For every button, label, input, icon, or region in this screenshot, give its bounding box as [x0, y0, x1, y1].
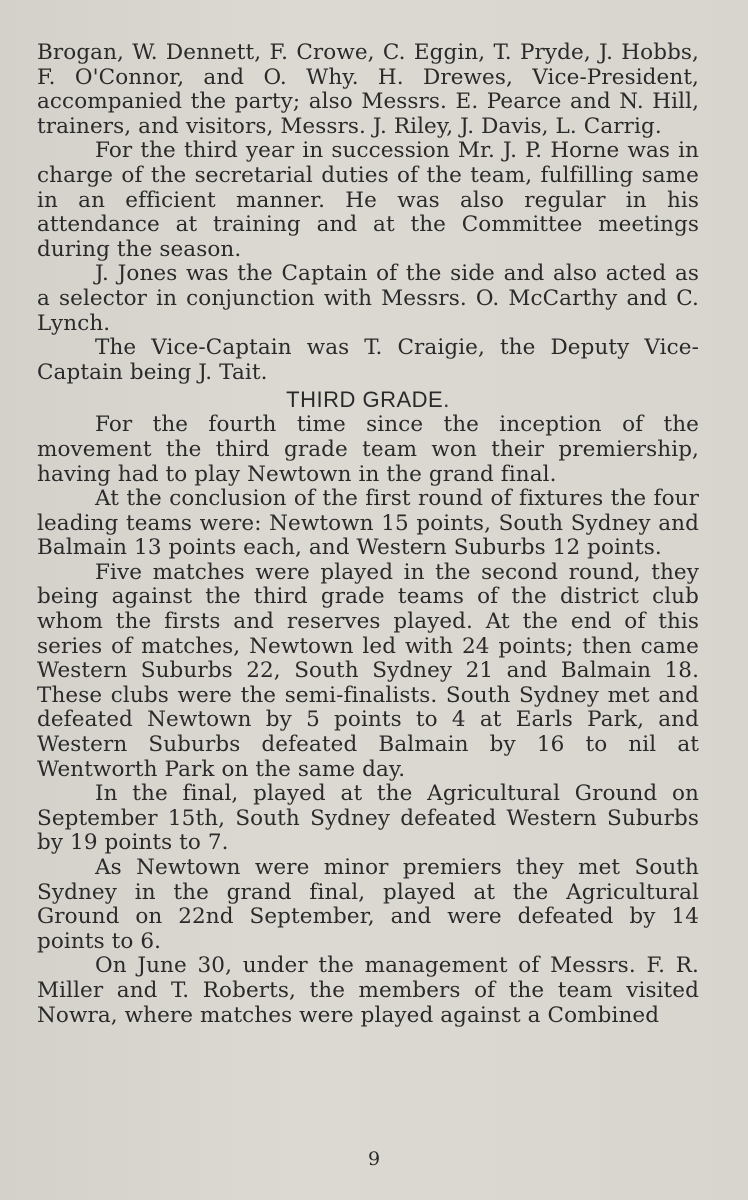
grand-final-paragraph: As Newtown were minor premiers they met South Sydney in the grand final, played at the Agricultural Ground on 22nd September, and were defeated by 14 points to 6.	[37, 855, 699, 954]
continuation-paragraph: Brogan, W. Dennett, F. Crowe, C. Eggin, T. Pryde, J. Hobbs, F. O'Connor, and O. Why. H. Drewes, Vice-President, accompanied the party; also Messrs. E. Pearce and N. Hill, trainers, and visitors, Messrs. J. Riley, J. Davis, L. Carrig.	[37, 40, 699, 139]
first-round-paragraph: At the conclusion of the first round of fixtures the four leading teams were: Newtown 15 points, South Sydney and Balmain 13 points each, and Western Suburbs 12 points.	[37, 486, 699, 561]
section-heading: THIRD GRADE.	[286, 387, 450, 413]
nowra-visit-paragraph: On June 30, under the management of Messrs. F. R. Miller and T. Roberts, the members of the team visited Nowra, where matches were played against a Combined	[37, 953, 699, 1028]
page-body	[37, 41, 699, 1028]
page-number: 9	[367, 1148, 381, 1170]
secretary-paragraph: For the third year in succession Mr. J. P. Horne was in charge of the secretarial duties of the team, fulfilling same in an efficient manner. He was also regular in his attendance at training and at the Committee meetings during the season.	[37, 138, 699, 262]
second-round-paragraph: Five matches were played in the second round, they being against the third grade teams of the district club whom the firsts and reserves played. At the end of this series of matches, Newtown led with 24 points; then came Western Suburbs 22, South Sydney 21 and Balmain 18. These clubs were the semi-finalists. South Sydney met and defeated Newtown by 5 points to 4 at Earls Park, and Western Suburbs defeated Balmain by 16 to nil at Wentworth Park on the same day.	[37, 559, 699, 782]
final-paragraph: In the final, played at the Agricultural Ground on September 15th, South Sydney defeated Western Suburbs by 19 points to 7.	[37, 781, 699, 856]
captain-paragraph: J. Jones was the Captain of the side and also acted as a selector in conjunction with Messrs. O. McCarthy and C. Lynch.	[37, 261, 699, 336]
vice-captain-paragraph: The Vice-Captain was T. Craigie, the Deputy Vice-Captain being J. Tait.	[37, 335, 699, 385]
premiership-paragraph: For the fourth time since the inception of the movement the third grade team won their premiership, having had to play Newtown in the grand final.	[37, 412, 699, 487]
